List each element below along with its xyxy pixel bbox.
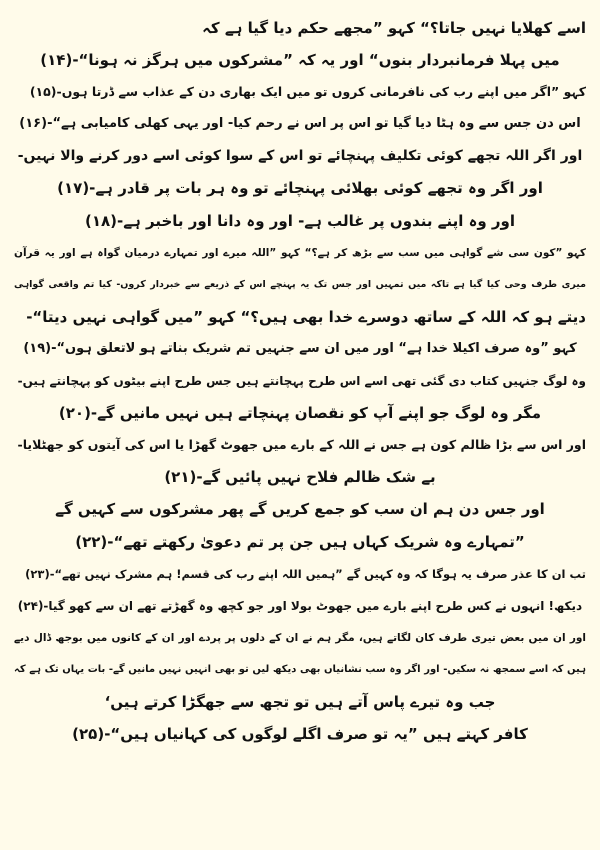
text-line: اور اس سے بڑا ظالم کون ہے جس نے اللہ کے بارے میں جھوٹ گھڑا یا اس کی آیتوں کو جھٹلایا- <box>17 437 586 453</box>
text-line: دیتے ہو کہ اللہ کے ساتھ دوسرے خدا بھی ہیں؟“ کہو ”میں گواہی نہیں دیتا“- <box>26 307 586 326</box>
text-line: میں پہلا فرمانبردار بنوں“ اور یہ کہ ”مشرکوں میں ہرگز نہ ہونا“-(۱۴) <box>40 51 560 70</box>
text-line: مگر وہ لوگ جو اپنے آپ کو نقصان پہنچاتے ہیں نہیں مانیں گے-(۲۰) <box>58 404 542 423</box>
text-line: ”تمہارے وہ شریک کہاں ہیں جن پر تم دعویٰ رکھتے تھے“-(۲۲) <box>75 532 525 551</box>
text-line: بے شک ظالم فلاح نہیں پائیں گے-(۲۱) <box>164 468 436 487</box>
text-line: اور اگر اللہ تجھے کوئی تکلیف پہنچائے تو اس کے سوا کوئی اسے دور کرنے والا نہیں- <box>17 148 583 165</box>
text-line: جب وہ تیرے پاس آتے ہیں تو تجھ سے جھگڑا کرتے ہیں‘ <box>104 692 496 711</box>
text-line: دیکھ! انہوں نے کس طرح اپنے بارے میں جھوٹ بولا اور جو کچھ وہ گھڑتے تھے ان سے کھو گیا-(۲۴) <box>17 598 583 613</box>
text-line: کہو ”کون سی شے گواہی میں سب سے بڑھ کر ہے؟“ کہو ”اللہ میرے اور تمہارے درمیان گواہ ہے اور یہ قرآن <box>14 246 586 259</box>
text-line: اور ان میں بعض تیری طرف کان لگاتے ہیں، مگر ہم نے ان کے دلوں پر پردے اور ان کے کانوں میں بوجھ ڈال دیے <box>14 631 586 644</box>
text-line: اسے کھلایا نہیں جاتا؟“ کہو ”مجھے حکم دیا گیا ہے کہ <box>202 19 586 37</box>
text-line: کہو ”اگر میں اپنے رب کی نافرمانی کروں تو میں ایک بھاری دن کے عذاب سے ڈرتا ہوں-(۱۵) <box>29 84 586 100</box>
text-line: وہ لوگ جنہیں کتاب دی گئی تھی اسے اس طرح پہچانتے ہیں جس طرح اپنے بیٹوں کو پہچانتے ہیں- <box>17 374 586 389</box>
text-line: تب ان کا عذر صرف یہ ہوگا کہ وہ کہیں گے ”ہمیں اللہ اپنے رب کی قسم! ہم مشرک نہیں تھے“-(۲۳) <box>25 566 586 581</box>
text-line: میری طرف وحی کیا گیا ہے تاکہ میں تمہیں اور جس تک یہ پہنچے اس کے ذریعے سے خبردار کروں- کیا تم واقعی گواہی <box>14 278 586 290</box>
text-line: کہو ”وہ صرف اکیلا خدا ہے“ اور میں ان سے جنہیں تم شریک بناتے ہو لاتعلق ہوں“-(۱۹) <box>23 340 577 356</box>
text-line: اور اگر وہ تجھے کوئی بھلائی پہنچائے تو وہ ہر بات پر قادر ہے-(۱۷) <box>57 179 543 198</box>
text-line: اور وہ اپنے بندوں پر غالب ہے- اور وہ دانا اور باخبر ہے-(۱۸) <box>84 211 516 230</box>
text-line: اور جس دن ہم ان سب کو جمع کریں گے پھر مشرکوں سے کہیں گے <box>55 500 545 519</box>
text-line: کافر کہتے ہیں ”یہ تو صرف اگلے لوگوں کی کہانیاں ہیں“-(۲۵) <box>72 725 528 744</box>
text-line: اس دن جس سے وہ ہٹا دیا گیا تو اس پر اس نے رحم کیا- اور یہی کھلی کامیابی ہے“-(۱۶) <box>19 116 581 132</box>
text-line: ہیں کہ اسے سمجھ نہ سکیں- اور اگر وہ سب نشانیاں بھی دیکھ لیں تو بھی انہیں نہیں مانیں گے- بات یہاں تک ہے کہ <box>14 663 586 675</box>
